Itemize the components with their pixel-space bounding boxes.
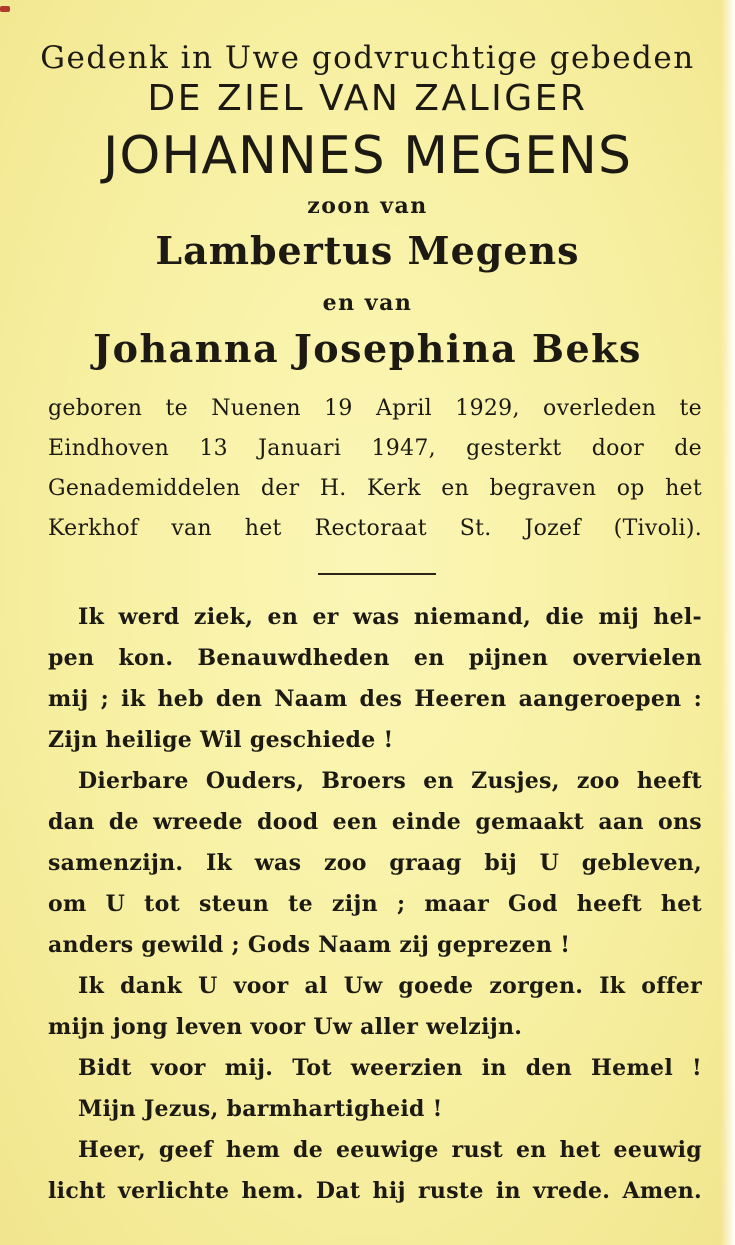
son-of-label: zoon van bbox=[307, 193, 428, 219]
text-line: mij ; ik heb den Naam des Heeren aangeroepen : bbox=[48, 686, 702, 712]
biography-line: Kerkhof van het Rectoraat St. Jozef (Tivoli). bbox=[48, 516, 702, 541]
invocation-line: Gedenk in Uwe godvruchtige gebeden bbox=[40, 40, 695, 76]
text-line: dan de wreede dood een einde gemaakt aan ons bbox=[48, 809, 702, 835]
father-name: Lambertus Megens bbox=[155, 228, 580, 273]
text-line: samenzijn. Ik was zoo graag bij U gebleven, bbox=[48, 850, 702, 876]
biography-line: Eindhoven 13 Januari 1947, gesterkt door de bbox=[48, 436, 702, 461]
mother-name: Johanna Josephina Beks bbox=[93, 326, 642, 371]
deceased-name: JOHANNES MEGENS bbox=[103, 126, 632, 186]
divider-rule bbox=[318, 573, 436, 575]
text-line: om U tot steun te zijn ; maar God heeft het bbox=[48, 891, 702, 917]
biography-line: geboren te Nuenen 19 April 1929, overleden te bbox=[48, 396, 702, 421]
text-line: Ik dank U voor al Uw goede zorgen. Ik offer bbox=[78, 973, 702, 999]
text-line: Bidt voor mij. Tot weerzien in den Hemel ! bbox=[78, 1055, 702, 1081]
text-line: pen kon. Benauwdheden en pijnen overvielen bbox=[48, 645, 702, 671]
card-edge bbox=[721, 0, 735, 1245]
text-line: Heer, geef hem de eeuwige rust en het eeuwig bbox=[78, 1137, 702, 1163]
text-line: Zijn heilige Wil geschiede ! bbox=[48, 727, 394, 753]
text-line: licht verlichte hem. Dat hij ruste in vrede. Amen. bbox=[48, 1178, 702, 1204]
text-line: mijn jong leven voor Uw aller welzijn. bbox=[48, 1014, 523, 1040]
text-line: Dierbare Ouders, Broers en Zusjes, zoo heeft bbox=[78, 768, 702, 794]
soul-of-line: DE ZIEL VAN ZALIGER bbox=[147, 78, 588, 119]
and-of-label: en van bbox=[322, 290, 413, 316]
text-line: anders gewild ; Gods Naam zij geprezen ! bbox=[48, 932, 571, 958]
corner-mark bbox=[0, 6, 10, 12]
text-line: Ik werd ziek, en er was niemand, die mij hel- bbox=[78, 604, 702, 630]
text-line: Mijn Jezus, barmhartigheid ! bbox=[78, 1096, 443, 1122]
biography-line: Genademiddelen der H. Kerk en begraven op het bbox=[48, 476, 702, 501]
